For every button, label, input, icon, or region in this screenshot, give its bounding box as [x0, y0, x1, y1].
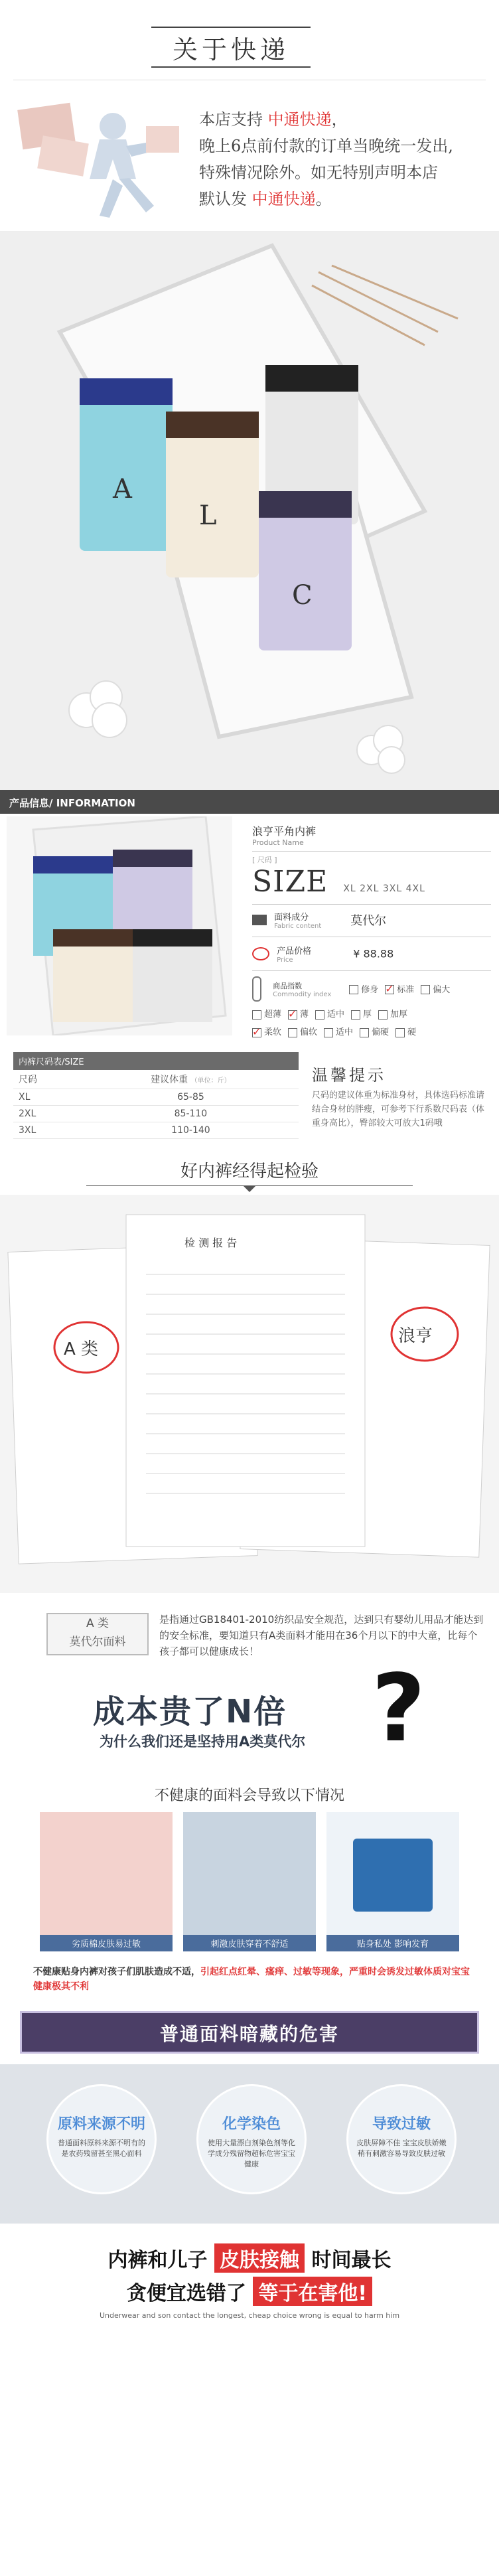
shipping-section [0, 0, 499, 232]
bad-fabric-title: 不健康的面料会导致以下情况 [154, 1787, 344, 1804]
info-header-title: 产品信息/ INFORMATION [9, 797, 135, 809]
option-checkbox [378, 1010, 407, 1020]
option-checkbox [324, 1027, 353, 1037]
title-pointer [243, 1185, 256, 1192]
shipping-line-4: 默认发 中通快递。 [199, 190, 332, 208]
table-row [13, 1089, 299, 1106]
boxer-blue [80, 378, 173, 551]
crying-child-image [183, 1812, 316, 1951]
page-footer [0, 2330, 499, 2576]
boxer-photo-image [326, 1812, 459, 1951]
symptom-caption: 刺激皮肤穿着不舒适 [183, 1935, 316, 1951]
option-checkbox [351, 1010, 372, 1020]
shipping-line-2: 晚上6点前付款的订单当晚统一发出, [199, 137, 453, 155]
size-label: [ 尺码 ] [252, 856, 277, 864]
empty-box-icon [252, 1010, 261, 1020]
size-word: SIZE [252, 865, 328, 899]
test-title: 好内裤经得起检验 [180, 1162, 319, 1181]
product-name: 浪亨平角内裤 [252, 825, 317, 838]
hazard-title-bar [20, 2011, 479, 2054]
svg-text:C: C [292, 580, 313, 611]
boxer-lilac [259, 491, 352, 650]
table-row [13, 1122, 299, 1139]
size-cell: 3XL [13, 1122, 83, 1139]
hazard-circle-allergy [346, 2084, 457, 2194]
boxer-shape [353, 1839, 433, 1912]
option-label: 标准 [397, 984, 415, 995]
option-checkbox [385, 985, 414, 995]
fabric-explanation-section [0, 1606, 499, 2576]
underwear-product-photo [0, 232, 499, 790]
index-label-en: Commodity index [273, 990, 332, 998]
size-options: XL 2XL 3XL 4XL [343, 883, 425, 894]
option-label: 偏硬 [372, 1027, 390, 1037]
hazard-title-3: 导致过敏 [372, 2116, 431, 2133]
shipping-line-1: 本店支持 中通快递， [199, 110, 348, 129]
fabric-label-en: Fabric content [274, 923, 322, 930]
shipping-title-box [151, 27, 311, 68]
option-label: 偏软 [300, 1027, 318, 1037]
option-checkbox [315, 1010, 344, 1020]
boxer-cream [166, 412, 259, 577]
option-label: 修身 [361, 984, 379, 995]
svg-text:A: A [113, 474, 132, 504]
symptom-caption: 贴身私处 影响发育 [326, 1935, 459, 1951]
index-row [252, 970, 491, 1002]
option-label: 超薄 [264, 1010, 282, 1020]
bottom-line-2: 贪便宜选错了 等于在害他! [0, 2277, 499, 2306]
option-label: 硬 [407, 1027, 417, 1037]
svg-text:L: L [199, 500, 217, 531]
size-table-head: 内裤尺码表/SIZE [13, 1052, 299, 1070]
a-class-badge: A 类 莫代尔面料 [46, 1613, 149, 1655]
size-table [13, 1052, 299, 1156]
symptom-images [40, 1812, 459, 1951]
product-thumbnail [7, 816, 232, 1035]
option-label: 柔软 [264, 1027, 282, 1037]
hero-photo [0, 232, 499, 790]
report-documents-image [0, 1195, 499, 1593]
fabric-value: 莫代尔 [350, 914, 387, 928]
table-header-row [13, 1070, 299, 1089]
empty-box-icon [360, 1028, 369, 1037]
hazard-panel [0, 2064, 499, 2224]
option-label: 加厚 [390, 1010, 408, 1020]
cost-headline: 成本贵了N倍 [93, 1693, 287, 1730]
option-checkbox [360, 1027, 389, 1037]
hazard-title: 普通面料暗藏的危害 [159, 2023, 339, 2045]
fabric-row [252, 904, 491, 930]
info-header-bar [0, 790, 499, 814]
courier-icon [13, 100, 186, 226]
warning-text: 不健康贴身内裤对孩子们肌肤造成不适，引起红点红晕、瘙痒、过敏等现象，严重时会诱发过敏体质对宝宝健康极其不利 [33, 1967, 470, 1992]
skin-rash-image [40, 1812, 173, 1951]
product-name-en: Product Name [252, 838, 304, 847]
test-title-section [0, 1142, 499, 1195]
price-value: ¥ 88.88 [353, 947, 394, 960]
shirt-icon [252, 915, 267, 925]
index-label: 商品指数 [273, 981, 303, 990]
option-checkbox [395, 1027, 416, 1037]
price-icon [252, 947, 269, 960]
symptom-caption: 劣质棉皮肤易过敏 [40, 1935, 173, 1951]
stamp-brand: 浪亨 [398, 1326, 433, 1346]
thermometer-icon [252, 976, 261, 1002]
empty-box-icon [349, 985, 358, 994]
shipping-title: 关于快递 [172, 35, 289, 64]
question-mark-icon: ? [372, 1655, 426, 1763]
empty-box-icon [351, 1010, 360, 1020]
option-label: 适中 [327, 1010, 345, 1020]
hazard-circle-origin [46, 2084, 157, 2194]
inspection-reports [0, 1195, 499, 1593]
highlight-red: 皮肤接触 [214, 2243, 305, 2273]
softness-options [252, 1025, 491, 1037]
hazard-text-2: 使用大量漂白剂染色剂等化学成分残留物超标危害宝宝健康 [208, 2139, 295, 2168]
option-label: 偏大 [433, 984, 451, 995]
checked-box-icon [385, 985, 394, 994]
empty-box-icon [315, 1010, 324, 1020]
bottom-english: Underwear and son contact the longest, cheap choice wrong is equal to harm him [99, 2311, 400, 2320]
highlight-red: 等于在害他! [253, 2277, 372, 2306]
fit-options [349, 982, 457, 995]
tip-title: 温馨提示 [312, 1066, 386, 1085]
option-label: 适中 [336, 1027, 354, 1037]
spec-panel [252, 823, 491, 1037]
weight-col-header: 建议体重 （单位：斤） [83, 1070, 299, 1089]
option-checkbox [421, 985, 450, 995]
bottom-line-1: 内裤和儿子 皮肤接触 时间最长 [0, 2243, 499, 2273]
empty-box-icon [378, 1010, 388, 1020]
stamp-a-class: A 类 [64, 1339, 99, 1359]
checked-box-icon [288, 1010, 297, 1020]
option-label: 厚 [363, 1010, 372, 1020]
standard-text: 是指通过GB18401-2010纺织品安全规范，达到只有婴幼儿用品才能达到的安全标准，要知道只有A类面料才能用在36个月以下的中大童，比每个孩子都可以健康成长！ [159, 1614, 484, 1657]
cost-subheadline: 为什么我们还是坚持用A类莫代尔 [100, 1734, 306, 1750]
shipping-line-3: 特殊情况除外。如无特别声明本店 [199, 163, 438, 182]
weight-cell: 110-140 [83, 1122, 299, 1139]
tip-text: 尺码的建议体重为标准身材，具体选码标准请结合身材的胖瘦，可参考下行系数尺码表（体重身高比），臀部较大可放大1码哦 [312, 1091, 485, 1128]
fabric-label: 面料成分 [274, 913, 309, 923]
empty-box-icon [395, 1028, 405, 1037]
size-cell: 2XL [13, 1106, 83, 1122]
size-cell: XL [13, 1089, 83, 1106]
option-checkbox [288, 1010, 309, 1020]
report-title: 检 测 报 告 [184, 1237, 238, 1249]
hazard-title-1: 原料来源不明 [57, 2116, 145, 2133]
size-col-header: 尺码 [13, 1070, 83, 1089]
hazard-circle-dye [196, 2084, 307, 2194]
hazard-text-3: 皮肤屏障不佳 宝宝皮肤娇嫩稍有刺激容易导致皮肤过敏 [356, 2139, 447, 2158]
weight-cell: 85-110 [83, 1106, 299, 1122]
thickness-options [252, 1007, 491, 1020]
size-row [252, 851, 491, 899]
empty-box-icon [324, 1028, 333, 1037]
option-checkbox [252, 1027, 281, 1037]
empty-box-icon [288, 1028, 297, 1037]
empty-box-icon [421, 985, 430, 994]
courier-name: 中通快递 [267, 110, 332, 129]
price-label: 产品价格 [277, 947, 312, 956]
price-row [252, 937, 491, 964]
hazard-text-1: 普通面料原料来源不明有的是农药残留甚至黑心面料 [58, 2139, 145, 2158]
shipping-text [199, 106, 478, 212]
option-label: 薄 [300, 1010, 309, 1020]
weight-cell: 65-85 [83, 1089, 299, 1106]
option-checkbox [252, 1010, 281, 1020]
checked-box-icon [252, 1028, 261, 1037]
option-checkbox [349, 985, 378, 995]
courier-name: 中通快递 [251, 190, 316, 208]
price-label-en: Price [277, 956, 293, 964]
option-checkbox [288, 1027, 317, 1037]
hazard-title-2: 化学染色 [222, 2116, 281, 2133]
table-row [13, 1106, 299, 1122]
